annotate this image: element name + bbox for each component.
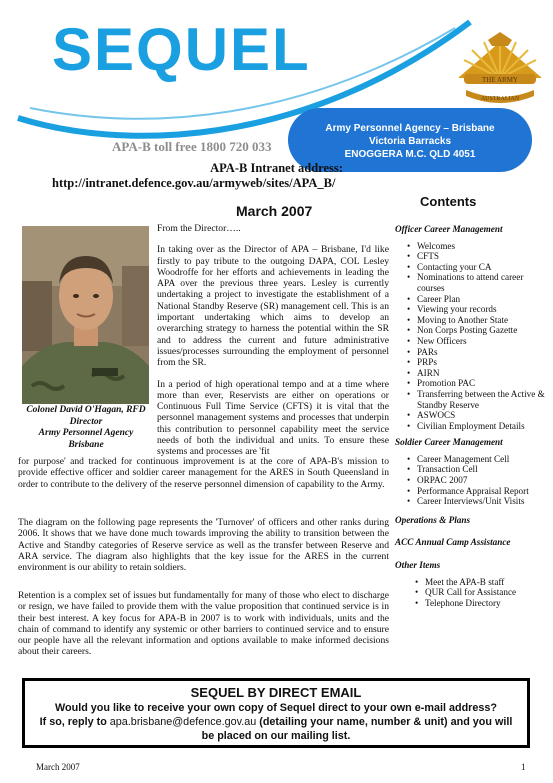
list-item[interactable]: • Career Plan: [407, 294, 545, 305]
article-paragraph-2: In a period of high operational tempo and at a time where more than ever, Reservists are either on operations or Continuous Full Time Service (CFTS) it is vital that the personnel management systems and processes that underpin this contribution to personnel capability meet the service needs of both the individual and units. To ensure these systems and processes are 'fit: [157, 378, 389, 458]
page-number: 1: [521, 762, 526, 772]
caption-org: Army Personnel Agency: [38, 428, 134, 438]
email-box-line-2-post: (detailing your name, number & unit) and you will: [256, 716, 513, 728]
list-item[interactable]: • Transferring between the Active & Standby Reserve: [407, 389, 545, 410]
article-paragraph-4: Retention is a complex set of issues but fundamentally for many of those who elect to discharge or resign, we have failed to provide them with the value proposition that continued service is in their best interest. A key focus for APA-B in 2007 is to work with individuals, units and the chain of command to identify any systemic or other barriers to continued service and to ensure our people have all the relevant information and options available to make informed decisions about their careers.: [18, 590, 389, 658]
other-items-list: [395, 577, 545, 609]
list-item[interactable]: • Career Interviews/Unit Visits: [407, 496, 545, 507]
list-item[interactable]: • Contacting your CA: [407, 262, 545, 273]
email-link[interactable]: apa.brisbane@defence.gov.au: [109, 716, 257, 728]
email-box-line-1: Would you like to receive your own copy of Sequel direct to your own e-mail address?: [55, 702, 497, 714]
list-item[interactable]: • CFTS: [407, 251, 545, 262]
article-paragraph-2-cont: for purpose' and tracked for continuous improvement is at the core of APA-B's mission to provide effective officer and soldier career management for the ARES in South Queensland in order to contribute to the delivery of the reserve personnel dimension of capability to the Army.: [18, 456, 389, 490]
section-other-items[interactable]: Other Items: [395, 560, 441, 571]
caption-city: Brisbane: [68, 439, 104, 450]
agency-address: ENOGGERA M.C. QLD 4051: [344, 149, 476, 160]
list-item[interactable]: • ORPAC 2007: [407, 475, 545, 486]
list-item[interactable]: • PRPs: [407, 357, 545, 368]
list-item[interactable]: • Performance Appraisal Report: [407, 486, 545, 497]
caption-name: Colonel David O'Hagan, RFD: [26, 405, 146, 415]
list-item[interactable]: • Moving to Another State: [407, 315, 545, 326]
article-paragraph-3: The diagram on the following page represents the 'Turnover' of officers and other ranks during 2006. It shows that we have done much towards improving the ability to transition between the Active and Standby categories of Reserve service as well as the transfer between Reserve and ARA service. The diagram also highlights that the key issue for the ARES in the current environment is our ability to retain soldiers.: [18, 517, 389, 574]
agency-location: Victoria Barracks: [368, 136, 452, 147]
list-item[interactable]: • Viewing your records: [407, 304, 545, 315]
list-item[interactable]: • New Officers: [407, 336, 545, 347]
newsletter-title: SEQUEL: [52, 16, 311, 83]
list-item[interactable]: • PARs: [407, 347, 545, 358]
list-item[interactable]: • Transaction Cell: [407, 464, 545, 475]
svg-text:THE ARMY: THE ARMY: [482, 76, 518, 84]
agency-name: Army Personnel Agency – Brisbane: [325, 123, 495, 134]
intranet-label: APA-B Intranet address:: [210, 161, 343, 175]
contents-sidebar: [395, 220, 545, 614]
section-officer-career[interactable]: Officer Career Management: [395, 224, 503, 234]
intranet-block: [0, 161, 553, 191]
list-item[interactable]: • Promotion PAC: [407, 378, 545, 389]
list-item[interactable]: • Meet the APA-B staff: [415, 577, 545, 588]
list-item[interactable]: • Civilian Employment Details: [407, 421, 545, 432]
email-box-line-2: [25, 715, 527, 729]
list-item[interactable]: • Telephone Directory: [415, 598, 545, 609]
issue-date: March 2007: [236, 203, 313, 219]
section-acc-camp[interactable]: ACC Annual Camp Assistance: [395, 537, 511, 548]
intranet-url[interactable]: http://intranet.defence.gov.au/armyweb/sites/APA_B/: [52, 176, 336, 190]
list-item[interactable]: • Career Management Cell: [407, 454, 545, 465]
director-photo: [22, 226, 149, 404]
article-opening: From the Director…..: [157, 223, 241, 234]
email-subscription-box: [22, 678, 530, 748]
email-box-line-3: be placed on our mailing list.: [201, 730, 351, 742]
list-item[interactable]: • AIRN: [407, 368, 545, 379]
masthead: [0, 0, 553, 200]
photo-caption: [14, 405, 158, 451]
email-box-title: SEQUEL BY DIRECT EMAIL: [190, 685, 362, 700]
caption-role: Director: [69, 416, 103, 427]
toll-free-number: APA-B toll free 1800 720 033: [112, 139, 272, 154]
officer-items-list: [395, 241, 545, 432]
contents-heading: Contents: [420, 194, 477, 209]
email-box-line-2-pre: If so, reply to: [39, 716, 110, 728]
soldier-items-list: [395, 454, 545, 507]
list-item[interactable]: • ASWOCS: [407, 410, 545, 421]
list-item[interactable]: • Non Corps Posting Gazette: [407, 325, 545, 336]
list-item[interactable]: • QUR Call for Assistance: [415, 587, 545, 598]
army-badge-logo: [452, 30, 548, 110]
section-soldier-career[interactable]: Soldier Career Management: [395, 437, 503, 448]
list-item[interactable]: • Nominations to attend career courses: [407, 272, 545, 293]
footer-date: March 2007: [36, 762, 80, 772]
list-item[interactable]: • Welcomes: [407, 241, 545, 252]
section-operations-plans[interactable]: Operations & Plans: [395, 514, 471, 525]
article-column: [157, 223, 389, 468]
svg-text:AUSTRALIAN: AUSTRALIAN: [480, 96, 520, 102]
article-paragraph-1: In taking over as the Director of APA – Brisbane, I'd like firstly to pay tribute to the outgoing DAPA, COL Lesley Woodroffe for her efforts and achievements in leading the APA over the previous three years. Lesley is currently undertaking a project to investigate the establishment of a National Standby Reserve (SR) management cell. This is an important undertaking which aims to develop an overarching strategy to harness the potential within the SR and to address the current and future administrative issues/processes surrounding the employment of personnel from the SR.: [157, 244, 389, 369]
